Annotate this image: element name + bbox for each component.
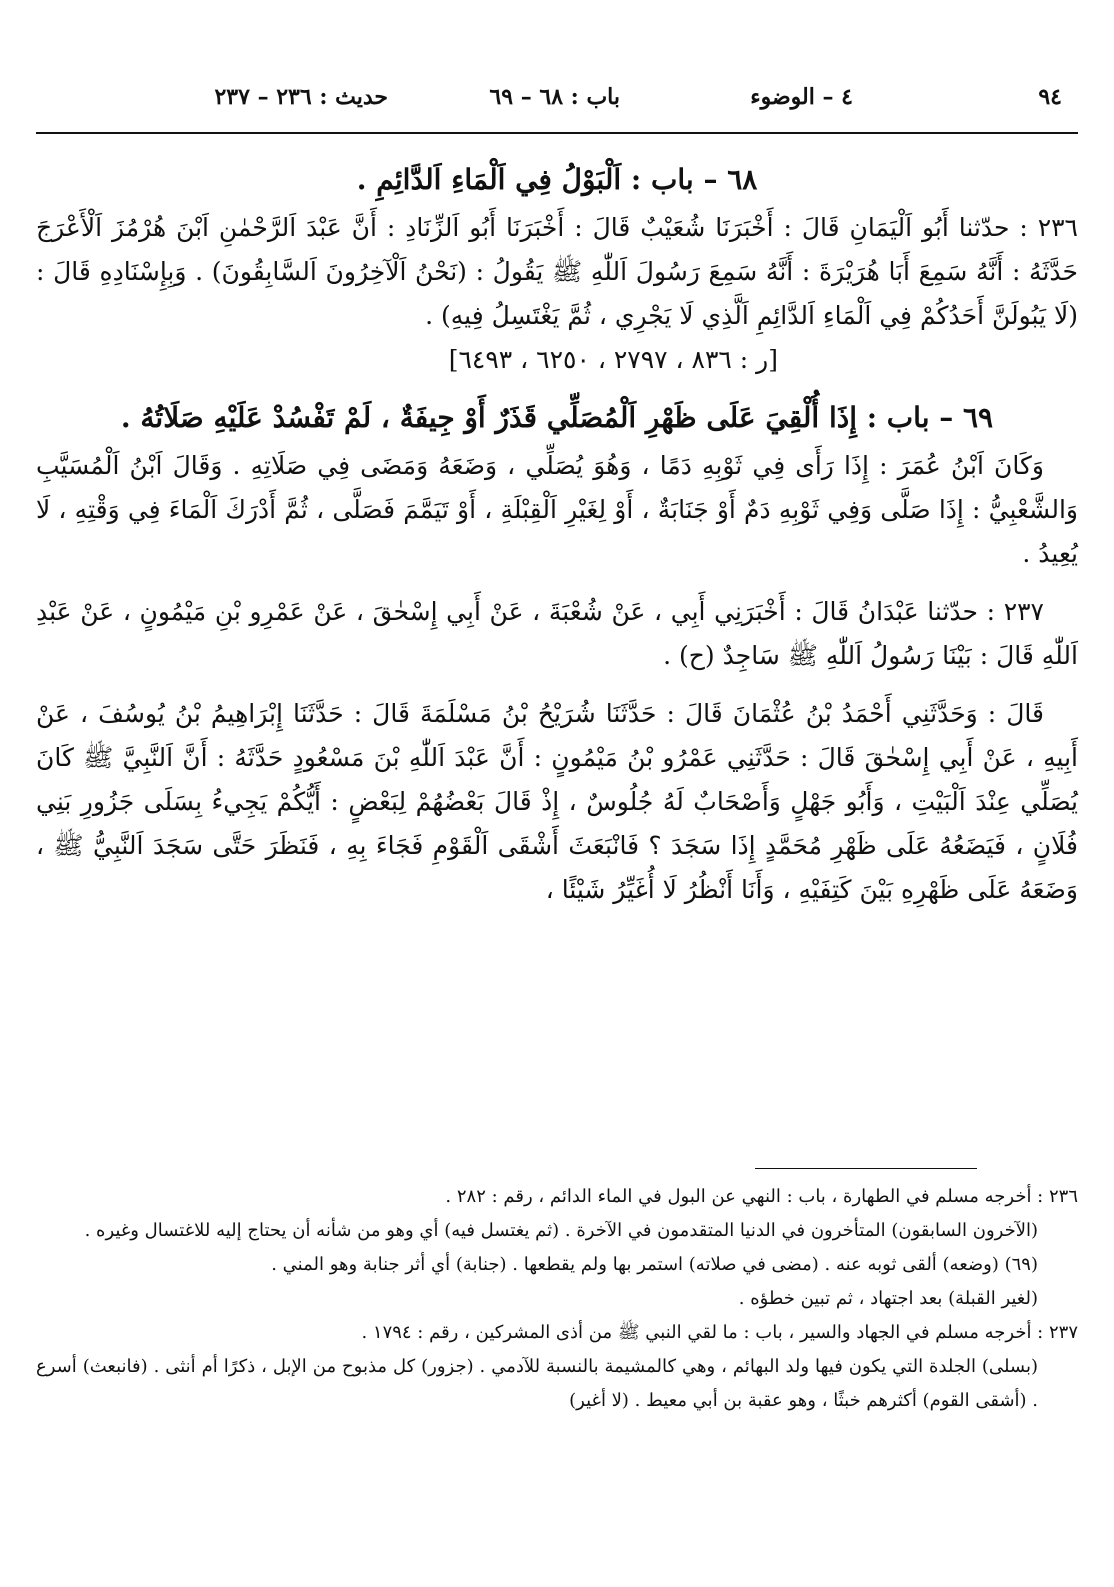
page-number: ٩٤ bbox=[1038, 84, 1062, 110]
chapter-69-intro: وَكَانَ اَبْنُ عُمَرَ : إِذَا رَأَى فِي ثَوْبِهِ دَمًا ، وَهُوَ يُصَلِّي ، وَضَعَهُ وَمَضَى فِي صَلَاتِهِ . وَقَالَ اَبْنُ اَلْمُسَيَّبِ وَالشَّعْبِيُّ : إِذَا صَلَّى وَفِي ثَوْبِهِ دَمٌ أَوْ جَنَابَةٌ ، أَوْ لِغَيْرِ اَلْقِبْلَةِ ، أَوْ تَيَمَّمَ فَصَلَّى ، ثُمَّ أَدْرَكَ اَلْمَاءَ فِي وَقْتِهِ ، لَا يُعِيدُ . bbox=[36, 451, 1078, 568]
header-rule bbox=[36, 132, 1078, 134]
chapter-range: باب : ٦٨ – ٦٩ bbox=[489, 84, 620, 110]
chapter-68-title: ٦٨ – باب : اَلْبَوْلُ فِي اَلْمَاءِ اَلدَّائِمِ . bbox=[356, 163, 758, 196]
hadith-236: ٢٣٦ : حدّثنا أَبُو اَلْيَمَانِ قَالَ : أَخْبَرَنَا شُعَيْبٌ قَالَ : أَخْبَرَنَا أَبُو اَلزِّنَادِ : أَنَّ عَبْدَ اَلرَّحْمٰنِ اَبْنَ هُرْمُزَ اَلْأَعْرَجَ حَدَّثَهُ : أَنَّهُ سَمِعَ أَبَا هُرَيْرَةَ : أَنَّهُ سَمِعَ رَسُولَ اَللّٰهِ ﷺ يَقُولُ : (نَحْنُ اَلْآخِرُونَ اَلسَّابِقُونَ) . وَبِإِسْنَادِهِ قَالَ : (لَا يَبُولَنَّ أَحَدُكُمْ فِي اَلْمَاءِ اَلدَّائِمِ اَلَّذِي لَا يَجْرِي ، ثُمَّ يَغْتَسِلُ فِيهِ) . bbox=[36, 213, 1078, 330]
footnote-rule bbox=[755, 1168, 977, 1169]
chapter-69-title: ٦٩ – باب : إِذَا أُلْقِيَ عَلَى ظَهْرِ اَلْمُصَلِّي قَذَرٌ أَوْ جِيفَةٌ ، لَمْ تَفْسُدْ عَلَيْهِ صَلَاتُهُ . bbox=[120, 401, 994, 434]
footnote-69-gloss: (٦٩) (وضعه) ألقى ثوبه عنه . (مضى في صلاته) استمر بها ولم يقطعها . (جنابة) أي أثر جنابة وهو المني . bbox=[271, 1254, 1038, 1275]
hadith-237-continuation: قَالَ : وَحَدَّثَنِي أَحْمَدُ بْنُ عُثْمَانَ قَالَ : حَدَّثَنَا شُرَيْحُ بْنُ مَسْلَمَةَ قَالَ : حَدَّثَنَا إِبْرَاهِيمُ بْنُ يُوسُفَ ، عَنْ أَبِيهِ ، عَنْ أَبِي إِسْحٰقَ قَالَ : حَدَّثَنِي عَمْرُو بْنُ مَيْمُونٍ : أَنَّ عَبْدَ اَللّٰهِ بْنَ مَسْعُودٍ حَدَّثَهُ : أَنَّ اَلنَّبِيَّ ﷺ كَانَ يُصَلِّي عِنْدَ اَلْبَيْتِ ، وَأَبُو جَهْلٍ وَأَصْحَابٌ لَهُ جُلُوسٌ ، إِذْ قَالَ بَعْضُهُمْ لِبَعْضٍ : أَيُّكُمْ يَجِيءُ بِسَلَى جَزُورِ بَنِي فُلَانٍ ، فَيَضَعُهُ عَلَى ظَهْرِ مُحَمَّدٍ إِذَا سَجَدَ ؟ فَانْبَعَثَ أَشْقَى اَلْقَوْمِ فَجَاءَ بِهِ ، فَنَظَرَ حَتَّى سَجَدَ اَلنَّبِيُّ ﷺ ، وَضَعَهُ عَلَى ظَهْرِهِ بَيْنَ كَتِفَيْهِ ، وَأَنَا أَنْظُرُ لَا أُغَيِّرُ شَيْئًا ، bbox=[36, 699, 1078, 904]
footnote-237: ٢٣٧ : أخرجه مسلم في الجهاد والسير ، باب : ما لقي النبي ﷺ من أذى المشركين ، رقم : ١٧٩٤ . bbox=[361, 1322, 1078, 1343]
footnote-236-gloss: (الآخرون السابقون) المتأخرون في الدنيا المتقدمون في الآخرة . (ثم يغتسل فيه) أي وهو من شأنه أن يحتاج إليه للاغتسال وغيره . bbox=[84, 1220, 1038, 1241]
running-header bbox=[36, 80, 1078, 120]
hadith-236-refs: [ر : ٨٣٦ ، ٢٧٩٧ ، ٦٢٥٠ ، ٦٤٩٣] bbox=[448, 345, 778, 374]
main-text bbox=[36, 158, 1078, 912]
hadith-237: ٢٣٧ : حدّثنا عَبْدَانُ قَالَ : أَخْبَرَنِي أَبِي ، عَنْ شُعْبَةَ ، عَنْ أَبِي إِسْحٰقَ ، عَنْ عَمْرِو بْنِ مَيْمُونٍ ، عَنْ عَبْدِ اَللّٰهِ قَالَ : بَيْنَا رَسُولُ اَللّٰهِ ﷺ سَاجِدٌ (ح) . bbox=[36, 597, 1078, 670]
footnote-69-gloss-2: (لغير القبلة) بعد اجتهاد ، ثم تبين خطؤه . bbox=[738, 1288, 1038, 1309]
footnote-236: ٢٣٦ : أخرجه مسلم في الطهارة ، باب : النهي عن البول في الماء الدائم ، رقم : ٢٨٢ . bbox=[445, 1186, 1078, 1207]
book-title: ٤ – الوضوء bbox=[750, 84, 853, 110]
hadith-range: حديث : ٢٣٦ – ٢٣٧ bbox=[214, 84, 388, 110]
footnote-237-gloss: (بسلى) الجلدة التي يكون فيها ولد البهائم ، وهي كالمشيمة بالنسبة للآدمي . (جزور) كل مذبوح من الإبل ، ذكرًا أم أنثى . (فانبعث) أسرع . (أشقى القوم) أكثرهم خبثًا ، وهو عقبة بن أبي معيط . (لا أغير) bbox=[36, 1356, 1038, 1411]
footnotes bbox=[36, 1180, 1078, 1418]
